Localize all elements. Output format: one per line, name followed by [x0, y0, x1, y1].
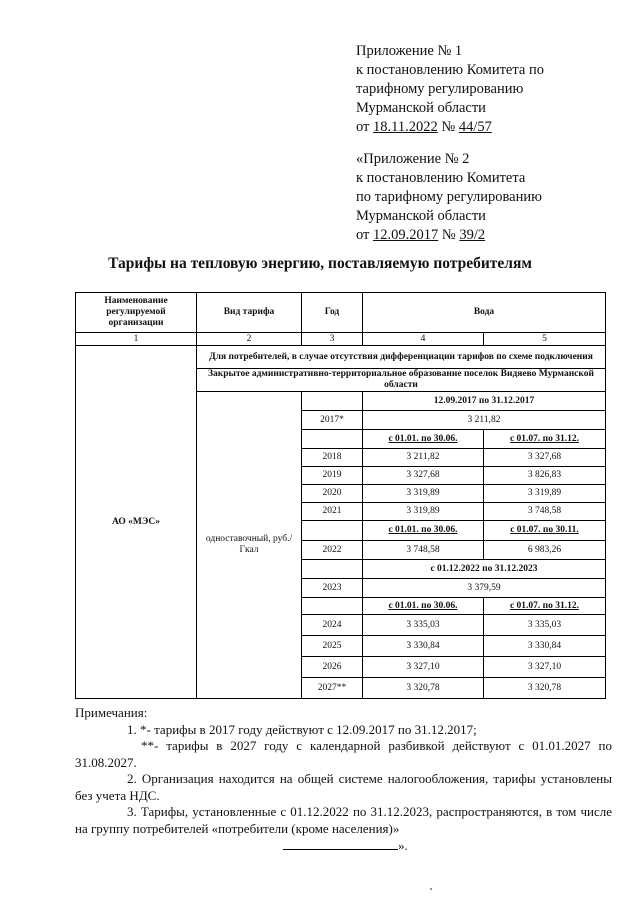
value-cell: 3 319,89 — [484, 485, 606, 503]
value-cell: 3 327,10 — [484, 657, 606, 678]
value-cell: 3 327,10 — [363, 657, 484, 678]
col-header-year: Год — [302, 293, 363, 333]
note-1b: **- тарифы в 2027 году с календарной разбивкой действуют с 01.01.2027 по 31.08.2027. — [75, 738, 612, 770]
appendix-date-line: от 18.11.2022 № 44/57 — [356, 119, 492, 135]
appendix-title: Приложение № 1 — [356, 43, 463, 59]
year-cell: 2023 — [302, 579, 363, 598]
col-header-water: Вода — [363, 293, 606, 333]
value-cell: 3 379,59 — [363, 579, 606, 598]
organization-cell: АО «МЭС» — [76, 346, 197, 699]
appendix-date: 18.11.2022 — [373, 119, 438, 135]
year-cell: 2022 — [302, 541, 363, 560]
value-cell: 3 320,78 — [363, 678, 484, 699]
note-1: 1. *- тарифы в 2017 году действуют с 12.09.2017 по 31.12.2017; — [127, 721, 477, 737]
value-cell: 3 211,82 — [363, 411, 606, 430]
note-2: 2. Организация находится на общей системе налогообложения, тарифы установлены без учета НДС. — [75, 771, 612, 803]
value-cell: 3 319,89 — [363, 503, 484, 521]
closing-line — [283, 838, 408, 854]
appendix-header-current — [356, 42, 544, 137]
appendix-line: Мурманской области — [356, 100, 486, 116]
half-year-1: с 01.01. по 30.06. — [363, 598, 484, 615]
col-header-org: Наименование регулируемой организации — [76, 293, 197, 333]
value-cell: 3 319,89 — [363, 485, 484, 503]
note-3: 3. Тарифы, установленные с 01.12.2022 по 31.12.2023, распространяются, в том числе на группу потребителей «потребители (кроме населения)» — [75, 804, 612, 836]
table-row — [76, 346, 606, 369]
document-title: Тарифы на тепловую энергию, поставляемую потребителям — [108, 255, 532, 272]
column-number-row — [76, 333, 606, 346]
half-year-2: с 01.07. по 31.12. — [484, 430, 606, 449]
value-cell: 3 748,58 — [484, 503, 606, 521]
appendix-line: по тарифному регулированию — [356, 189, 542, 205]
col-number: 5 — [484, 333, 606, 346]
half-year-1: с 01.01. по 30.06. — [363, 521, 484, 541]
appendix-title: «Приложение № 2 — [356, 151, 470, 167]
empty-year-cell — [302, 430, 363, 449]
empty-year-cell — [302, 392, 363, 411]
col-header-tariff-type: Вид тарифа — [197, 293, 302, 333]
value-cell: 3 330,84 — [363, 636, 484, 657]
year-cell: 2020 — [302, 485, 363, 503]
col-number: 3 — [302, 333, 363, 346]
appendix-line: Мурманской области — [356, 208, 486, 224]
notes-heading: Примечания: — [75, 705, 148, 720]
appendix-line: тарифному регулированию — [356, 81, 524, 97]
appendix-line: к постановлению Комитета по — [356, 62, 544, 78]
signature-line — [283, 839, 398, 850]
year-cell: 2018 — [302, 449, 363, 467]
appendix-number: 39/2 — [459, 227, 486, 243]
value-cell: 6 983,26 — [484, 541, 606, 560]
empty-year-cell — [302, 560, 363, 579]
period-2017: 12.09.2017 по 31.12.2017 — [363, 392, 606, 411]
group-heading: Для потребителей, в случае отсутствия дифференциации тарифов по схеме подключения — [197, 346, 606, 369]
col-number: 2 — [197, 333, 302, 346]
appendix-line: к постановлению Комитета — [356, 170, 526, 186]
year-cell: 2017* — [302, 411, 363, 430]
year-cell: 2027** — [302, 678, 363, 699]
tariff-table — [75, 292, 606, 699]
half-year-2-2022: с 01.07. по 30.11. — [484, 521, 606, 541]
value-cell: 3 748,58 — [363, 541, 484, 560]
tariff-type-cell: одноставочный, руб./Гкал — [197, 392, 302, 699]
value-cell: 3 327,68 — [484, 449, 606, 467]
col-number: 1 — [76, 333, 197, 346]
value-cell: 3 335,03 — [363, 615, 484, 636]
value-cell: 3 327,68 — [363, 467, 484, 485]
value-cell: 3 211,82 — [363, 449, 484, 467]
empty-year-cell — [302, 521, 363, 541]
value-cell: 3 330,84 — [484, 636, 606, 657]
value-cell: 3 826,83 — [484, 467, 606, 485]
year-cell: 2025 — [302, 636, 363, 657]
territory-heading: Закрытое административно-территориальное образование поселок Видяево Мурманской области — [197, 369, 606, 392]
appendix-date: 12.09.2017 — [373, 227, 439, 243]
half-year-2: с 01.07. по 31.12. — [484, 598, 606, 615]
closing-quote: ». — [398, 838, 408, 853]
year-cell: 2021 — [302, 503, 363, 521]
notes-section — [75, 705, 612, 837]
value-cell: 3 320,78 — [484, 678, 606, 699]
half-year-1: с 01.01. по 30.06. — [363, 430, 484, 449]
year-cell: 2024 — [302, 615, 363, 636]
appendix-header-original — [356, 150, 542, 245]
table-header-row — [76, 293, 606, 333]
col-number: 4 — [363, 333, 484, 346]
period-2023: с 01.12.2022 по 31.12.2023 — [363, 560, 606, 579]
year-cell: 2019 — [302, 467, 363, 485]
scan-speck — [430, 888, 432, 890]
appendix-number: 44/57 — [458, 119, 492, 135]
year-cell: 2026 — [302, 657, 363, 678]
empty-year-cell — [302, 598, 363, 615]
appendix-date-line: от 12.09.2017 № 39/2 — [356, 227, 486, 243]
value-cell: 3 335,03 — [484, 615, 606, 636]
